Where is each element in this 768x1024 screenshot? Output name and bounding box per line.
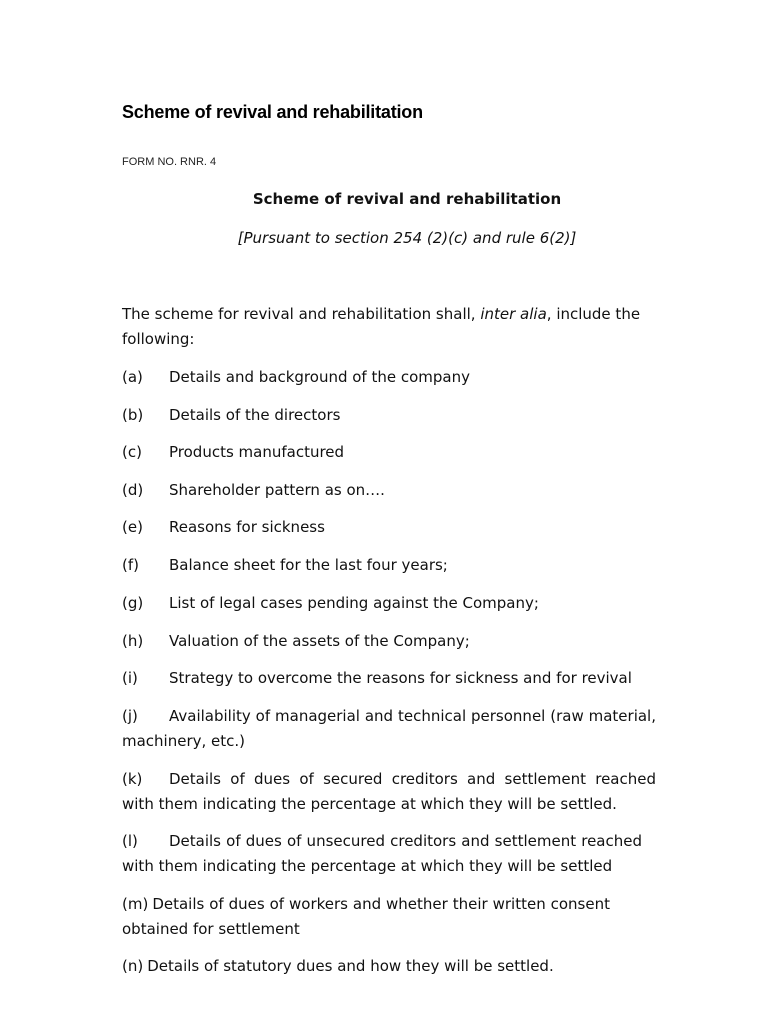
item-label: (i) (122, 669, 138, 687)
item-text: Details of dues of unsecured creditors and settlement reached with them indicating the percentage at which they will be settled (122, 832, 642, 875)
item-label: (c) (122, 443, 142, 461)
item-label: (a) (122, 368, 143, 386)
item-label: (m) (122, 895, 149, 913)
item-label: (e) (122, 518, 143, 536)
intro-emphasis: inter alia (480, 305, 547, 323)
item-label: (j) (122, 707, 138, 725)
document-heading: Scheme of revival and rehabilitation (122, 102, 423, 122)
list-item-d (122, 478, 656, 503)
list-item-i (122, 666, 656, 691)
item-label: (l) (122, 832, 138, 850)
list-item-l (122, 829, 642, 879)
list-item-c (122, 440, 656, 465)
list-item-n (122, 954, 656, 979)
item-text: Shareholder pattern as on…. (169, 481, 385, 499)
intro-paragraph (122, 302, 642, 352)
list-item-h (122, 629, 656, 654)
item-label: (d) (122, 481, 144, 499)
form-title: Scheme of revival and rehabilitation (252, 190, 562, 208)
item-text: List of legal cases pending against the Company; (169, 594, 539, 612)
form-number: FORM NO. RNR. 4 (122, 156, 217, 168)
list-item-e (122, 515, 656, 540)
item-label: (k) (122, 770, 143, 788)
item-text: Details of the directors (169, 406, 341, 424)
item-label: (h) (122, 632, 144, 650)
list-item-m (122, 892, 610, 942)
list-item-f (122, 553, 656, 578)
intro-text-before: The scheme for revival and rehabilitation shall, (122, 305, 481, 323)
form-subtitle: [Pursuant to section 254 (2)(c) and rule 6(2)] (237, 229, 577, 247)
item-text: Balance sheet for the last four years; (169, 556, 448, 574)
item-text: Reasons for sickness (169, 518, 325, 536)
list-item-b (122, 403, 656, 428)
intro-text-after: , include the following: (122, 305, 641, 348)
list-item-k (122, 767, 656, 817)
item-text: Details of statutory dues and how they will be settled. (147, 957, 554, 975)
item-label: (b) (122, 406, 144, 424)
item-text: Availability of managerial and technical personnel (raw material, machinery, etc.) (122, 707, 656, 750)
item-text: Details of dues of secured creditors and settlement reached with them indicating the percentage at which they will be settled. (122, 770, 656, 813)
item-label: (n) (122, 957, 144, 975)
item-label: (f) (122, 556, 139, 574)
item-text: Valuation of the assets of the Company; (169, 632, 470, 650)
item-label: (g) (122, 594, 144, 612)
item-text: Details and background of the company (169, 368, 470, 386)
item-text: Products manufactured (169, 443, 345, 461)
item-text: Strategy to overcome the reasons for sickness and for revival (169, 669, 632, 687)
list-item-a (122, 365, 656, 390)
list-item-j (122, 704, 656, 754)
list-item-g (122, 591, 656, 616)
item-text: Details of dues of workers and whether their written consent obtained for settlement (122, 895, 610, 938)
